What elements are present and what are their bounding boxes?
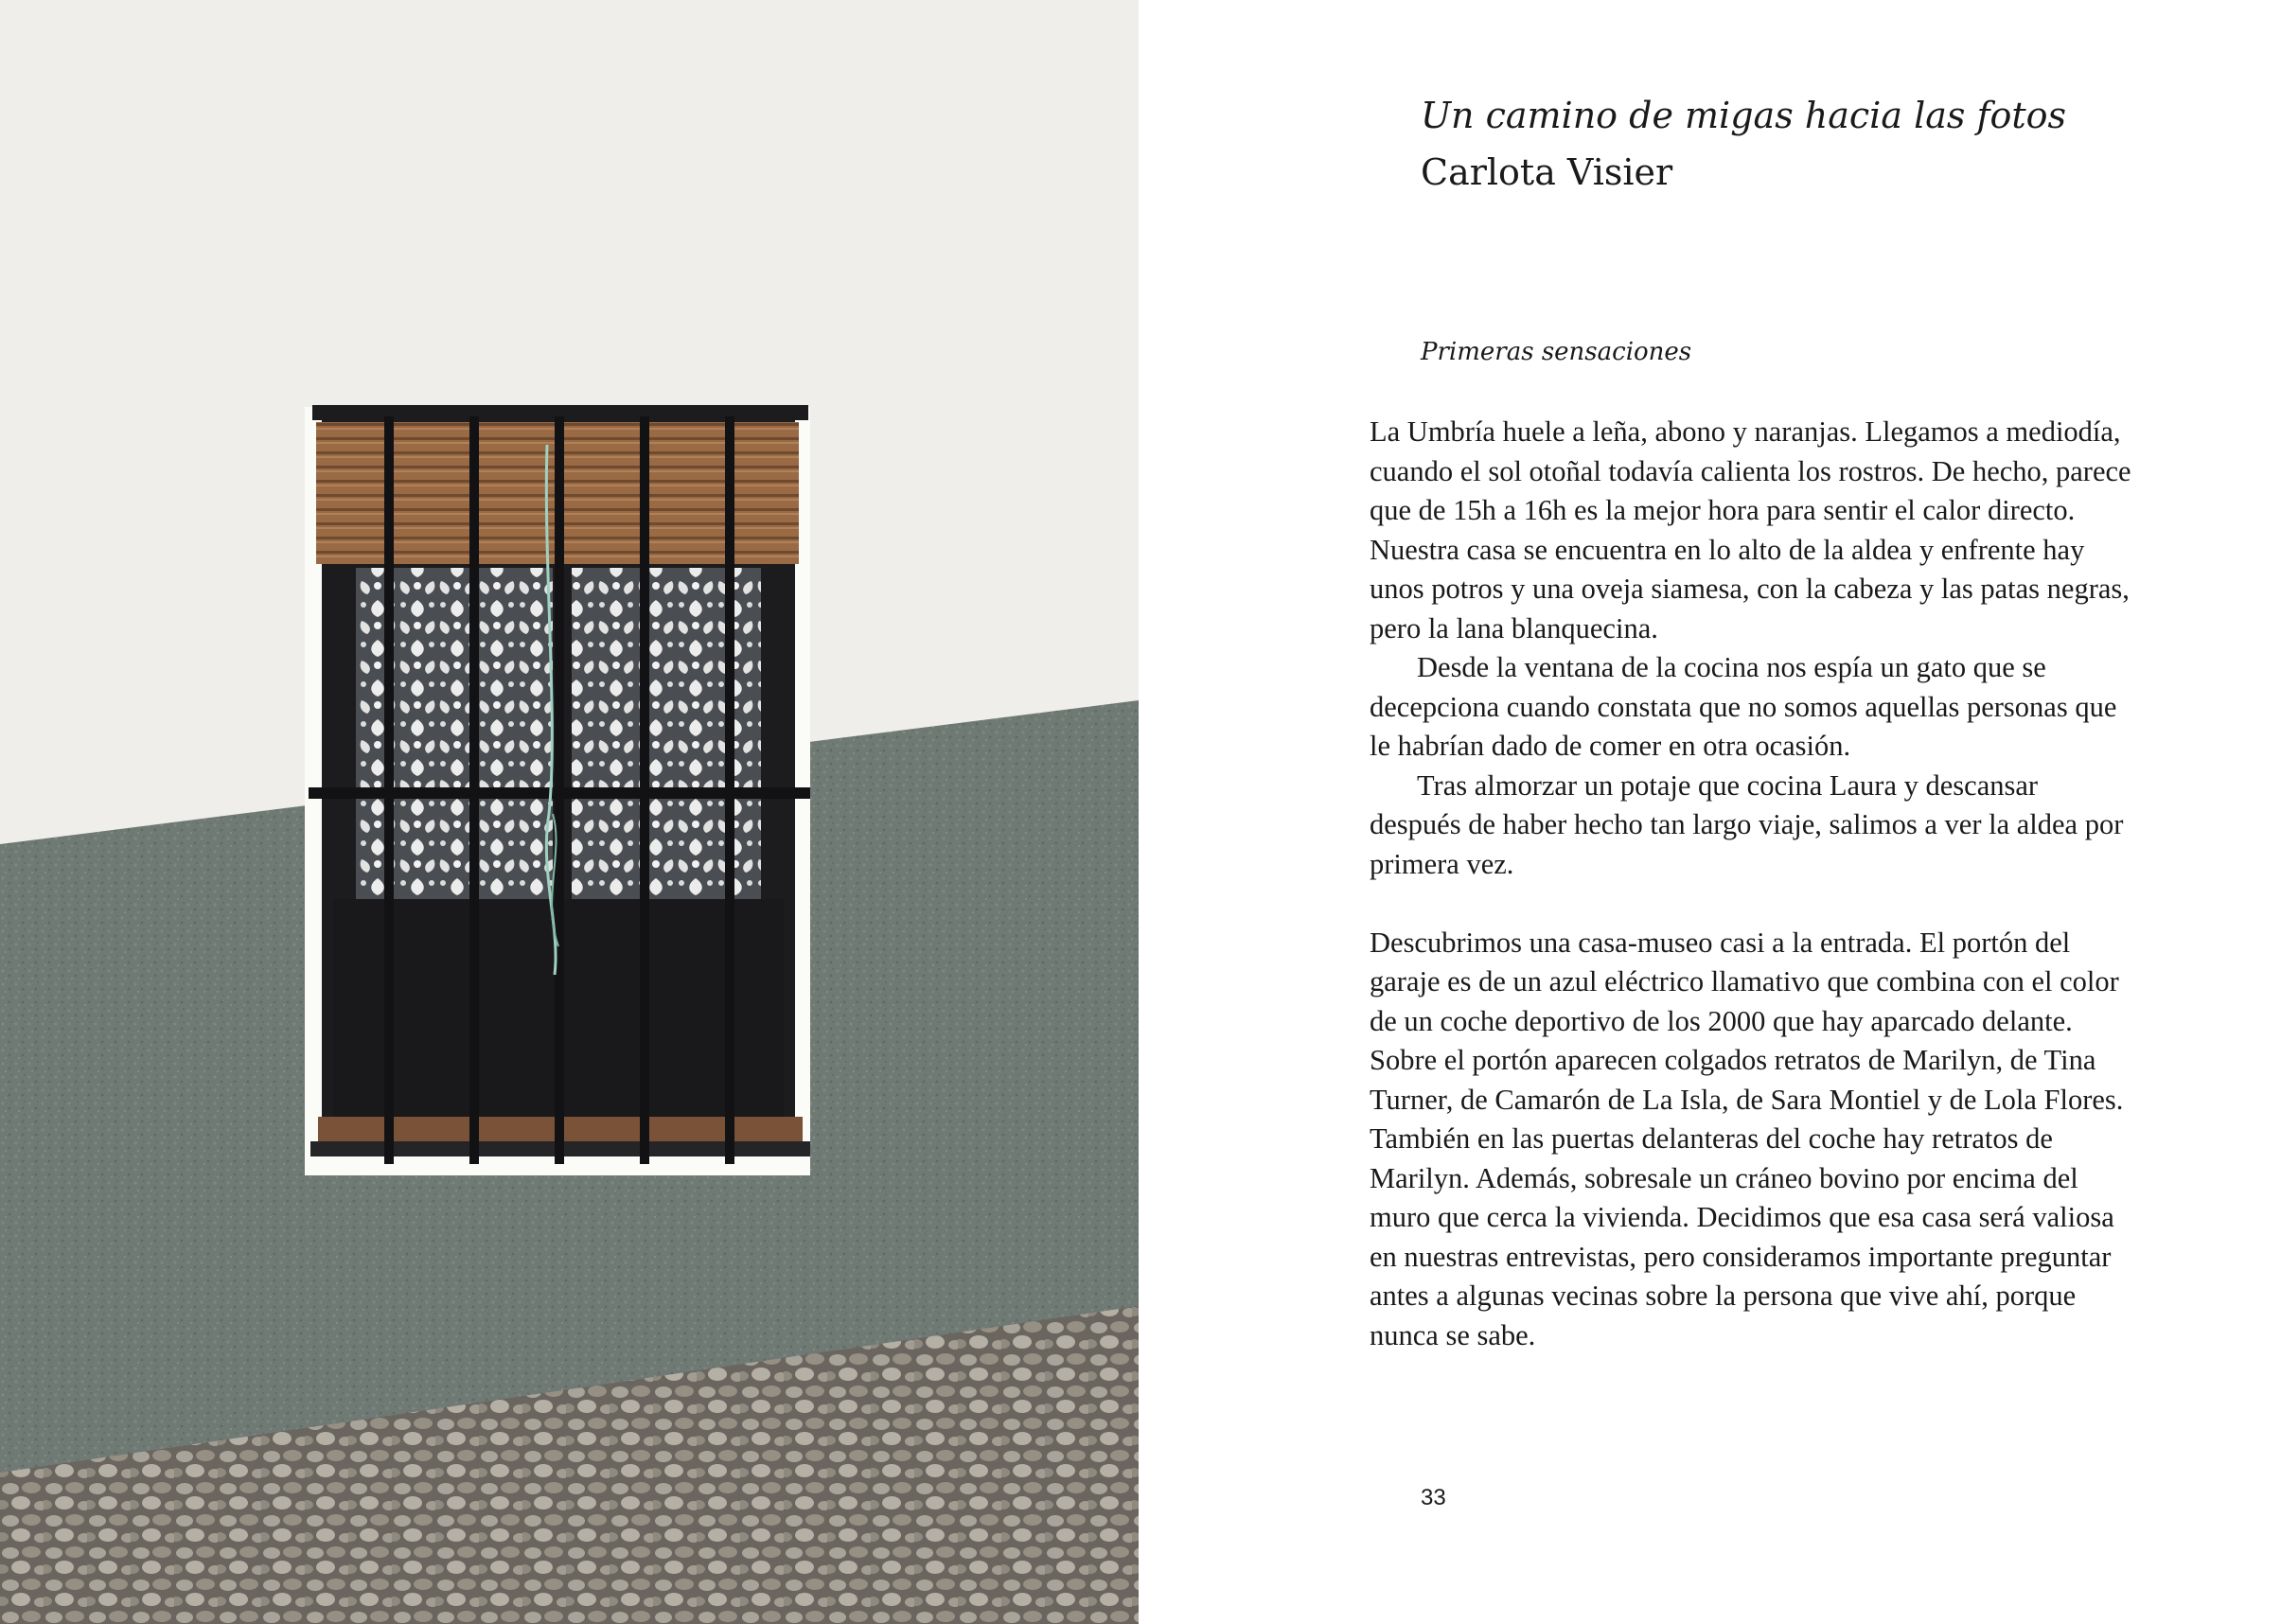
text-line: Desde la ventana de la cocina nos espía un gato que se [1417,651,2046,683]
text-line: unos potros y una oveja siamesa, con la cabeza y las patas negras, [1370,573,2130,605]
essay-author: Carlota Visier [1421,151,1673,193]
text-line: que de 15h a 16h es la mejor hora para sentir el calor directo. [1370,494,2076,526]
text-line: Nuestra casa se encuentra en lo alto de la aldea y enfrente hay [1370,533,2085,566]
essay-header [1421,87,2235,201]
text-line: Sobre el portón aparecen colgados retratos de Marilyn, de Tina [1370,1044,2096,1076]
text-line: muro que cerca la vivienda. Decidimos que esa casa será valiosa [1370,1201,2114,1233]
text-line: Marilyn. Además, sobresale un cráneo bovino por encima del [1370,1161,2078,1194]
paragraph-gap [1370,884,2202,924]
window-photograph [0,0,1139,1624]
page-number: 33 [1421,1485,1446,1510]
text-line: La Umbría huele a leña, abono y naranjas. Llegamos a mediodía, [1370,415,2121,448]
text-line: le habrían dado de comer en otra ocasión. [1370,730,1851,762]
text-line: después de haber hecho tan largo viaje, salimos a ver la aldea por [1370,808,2124,840]
text-line: en nuestras entrevistas, pero consideramos importante preguntar [1370,1240,2112,1273]
text-line: Tras almorzar un potaje que cocina Laura y descansar [1417,768,2039,802]
section-title: Primeras sensaciones [1421,338,1692,366]
text-line: También en las puertas delanteras del coche hay retratos de [1370,1122,2053,1155]
paragraph-1 [1370,413,2202,648]
text-line: cuando el sol otoñal todavía calienta los rostros. De hecho, parece [1370,454,2131,487]
paragraph-4 [1370,924,2202,1356]
photo-illustration [0,0,1139,1624]
paragraph-3 [1370,767,2202,885]
essay-body [1370,413,2202,1355]
text-line: nunca se sabe. [1370,1318,1536,1351]
text-line: garaje es de un azul eléctrico llamativo que combina con el color [1370,965,2119,997]
text-line: primera vez. [1370,847,1514,880]
text-line: decepciona cuando constata que no somos aquellas personas que [1370,690,2117,723]
text-line: Descubrimos una casa-museo casi a la entrada. El portón del [1370,926,2071,959]
text-page [1139,0,2281,1624]
text-line: pero la lana blanquecina. [1370,611,1658,644]
text-line: Turner, de Camarón de La Isla, de Sara Montiel y de Lola Flores. [1370,1083,2124,1116]
text-line: de un coche deportivo de los 2000 que hay aparcado delante. [1370,1004,2073,1037]
paragraph-2 [1370,648,2202,767]
essay-title: Un camino de migas hacia las fotos [1421,95,2067,136]
text-line: antes a algunas vecinas sobre la persona que vive ahí, porque [1370,1280,2077,1312]
